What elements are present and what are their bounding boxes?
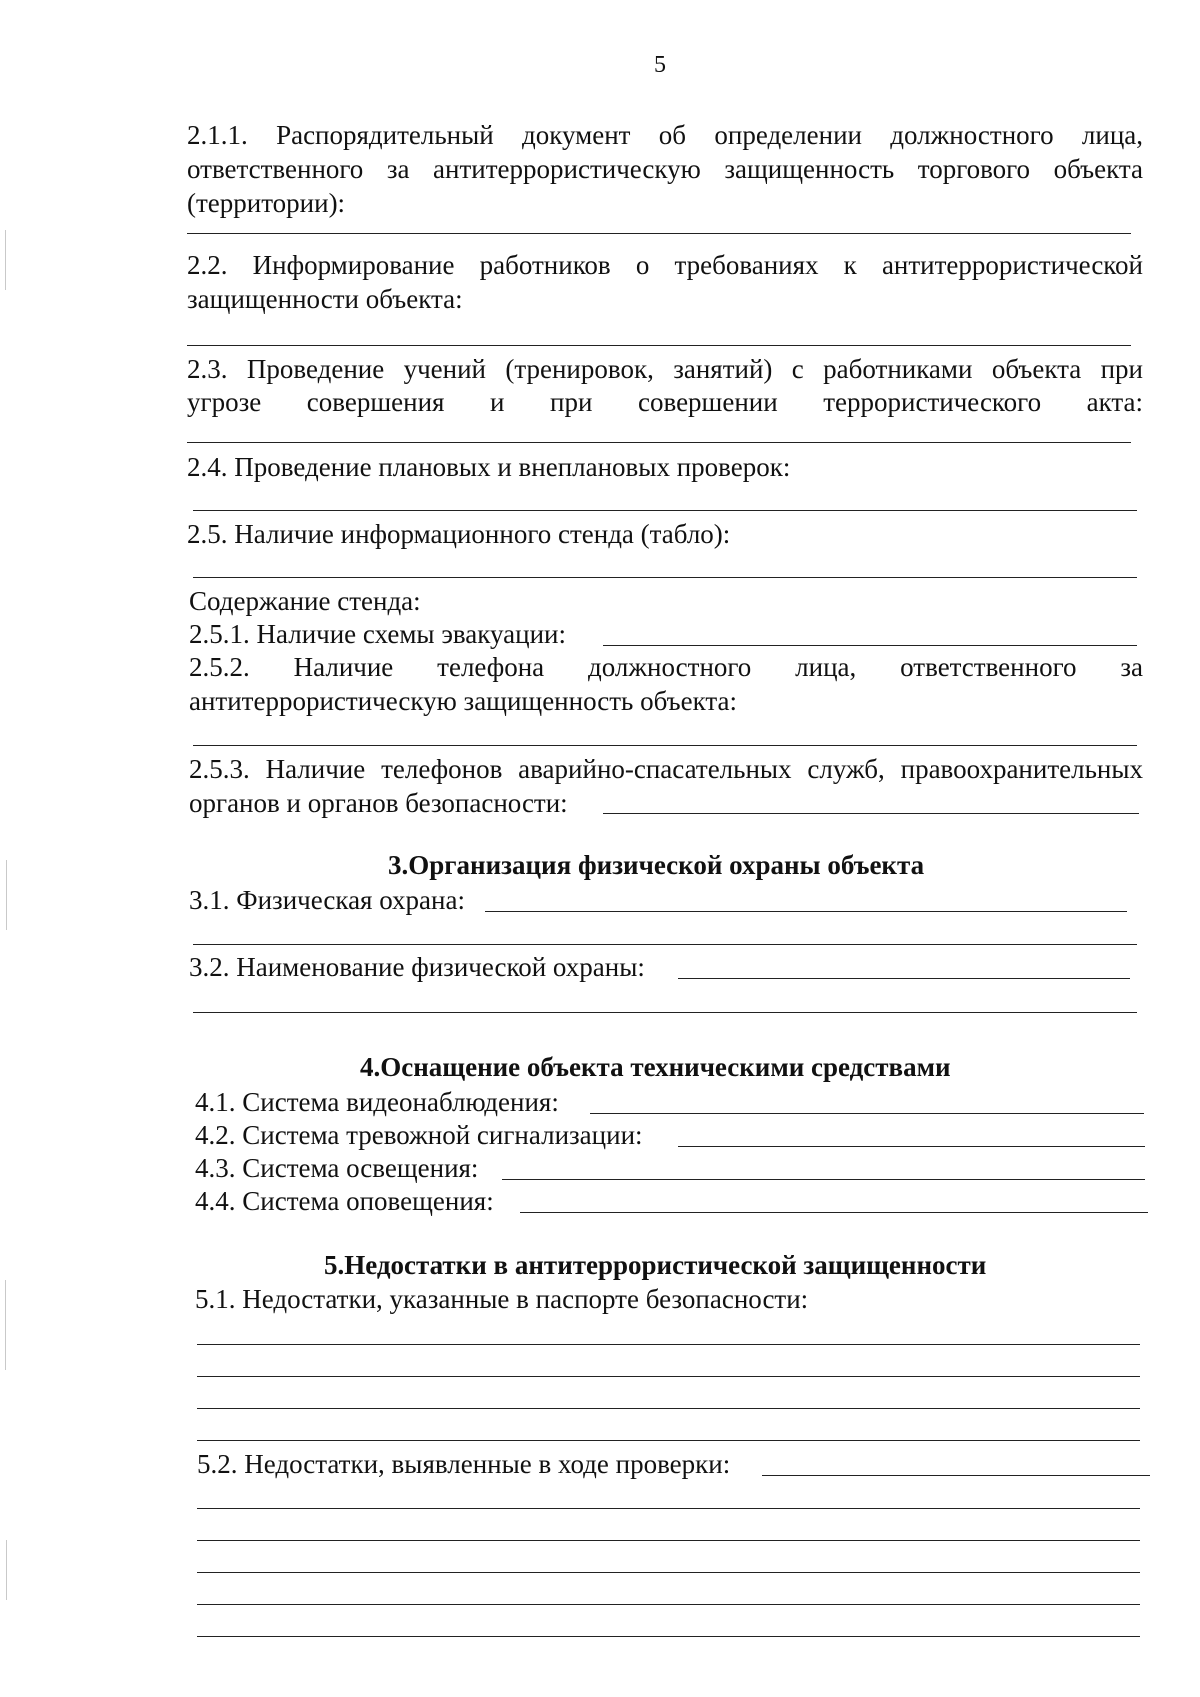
paragraph-2-5-3-line1: 2.5.3. Наличие телефонов аварийно-спасательных служб, правоохранительных: [189, 754, 1143, 784]
answer-line-2-5-3[interactable]: [603, 813, 1139, 814]
answer-line-2-2[interactable]: [187, 345, 1131, 346]
answer-line-5-2-b[interactable]: [197, 1508, 1140, 1509]
paragraph-4-1: 4.1. Система видеонаблюдения:: [195, 1087, 559, 1117]
paragraph-2-2-line2: защищенности объекта:: [187, 284, 463, 314]
section-3-heading: 3.Организация физической охраны объекта: [388, 850, 925, 880]
answer-line-2-5-2[interactable]: [193, 745, 1137, 746]
answer-line-5-1-c[interactable]: [197, 1408, 1140, 1409]
answer-line-5-1-b[interactable]: [197, 1376, 1140, 1377]
answer-line-3-1-b[interactable]: [193, 944, 1137, 945]
paragraph-2-5-1: 2.5.1. Наличие схемы эвакуации:: [189, 619, 566, 649]
paragraph-3-2: 3.2. Наименование физической охраны:: [189, 952, 645, 982]
page-number: 5: [654, 52, 666, 78]
answer-line-5-2-f[interactable]: [197, 1636, 1140, 1637]
paragraph-4-4: 4.4. Система оповещения:: [195, 1186, 494, 1216]
paragraph-5-1: 5.1. Недостатки, указанные в паспорте безопасности:: [195, 1284, 809, 1314]
answer-line-3-2-a[interactable]: [678, 978, 1130, 979]
paragraph-2-5-2-line1: 2.5.2. Наличие телефона должностного лица, ответственного за: [189, 652, 1143, 682]
answer-line-4-1[interactable]: [590, 1113, 1144, 1114]
paragraph-2-3-line1: 2.3. Проведение учений (тренировок, занятий) с работниками объекта при: [187, 354, 1143, 384]
paragraph-2-3-line2: угрозе совершения и при совершении террористического акта:: [187, 387, 1143, 417]
paragraph-5-2: 5.2. Недостатки, выявленные в ходе проверки:: [197, 1449, 731, 1479]
answer-line-2-3[interactable]: [187, 442, 1131, 443]
answer-line-2-4[interactable]: [193, 510, 1137, 511]
paragraph-2-2-line1: 2.2. Информирование работников о требованиях к антитеррористической: [187, 250, 1143, 280]
scan-edge-mark: [6, 1540, 7, 1600]
answer-line-2-5-1[interactable]: [603, 645, 1137, 646]
paragraph-2-5: 2.5. Наличие информационного стенда (табло):: [187, 519, 731, 549]
answer-line-5-1-d[interactable]: [197, 1440, 1140, 1441]
section-4-heading: 4.Оснащение объекта техническими средствами: [360, 1052, 951, 1082]
answer-line-4-2[interactable]: [678, 1146, 1145, 1147]
paragraph-2-5-3-line2: органов и органов безопасности:: [189, 788, 568, 818]
paragraph-4-2: 4.2. Система тревожной сигнализации:: [195, 1120, 643, 1150]
answer-line-4-4[interactable]: [520, 1212, 1148, 1213]
answer-line-4-3[interactable]: [502, 1179, 1145, 1180]
answer-line-5-2-e[interactable]: [197, 1604, 1140, 1605]
paragraph-3-1: 3.1. Физическая охрана:: [189, 885, 465, 915]
scan-edge-mark: [5, 1280, 6, 1370]
paragraph-2-1-1-line2: ответственного за антитеррористическую защищенность торгового объекта: [187, 154, 1143, 184]
paragraph-2-1-1-line3: (территории):: [187, 188, 346, 218]
answer-line-3-2-b[interactable]: [193, 1012, 1137, 1013]
answer-line-5-2-c[interactable]: [197, 1540, 1140, 1541]
paragraph-2-5-2-line2: антитеррористическую защищенность объекта:: [189, 686, 737, 716]
paragraph-2-4: 2.4. Проведение плановых и внеплановых проверок:: [187, 452, 791, 482]
answer-line-3-1-a[interactable]: [485, 911, 1127, 912]
answer-line-2-1-1[interactable]: [187, 233, 1131, 234]
scan-edge-mark: [5, 230, 6, 290]
paragraph-2-1-1-line1: 2.1.1. Распорядительный документ об определении должностного лица,: [187, 120, 1143, 150]
paragraph-4-3: 4.3. Система освещения:: [195, 1153, 479, 1183]
section-5-heading: 5.Недостатки в антитеррористической защищенности: [324, 1250, 987, 1280]
answer-line-5-2-a[interactable]: [762, 1475, 1150, 1476]
answer-line-2-5[interactable]: [193, 577, 1137, 578]
stand-content-label: Содержание стенда:: [189, 586, 421, 616]
answer-line-5-1-a[interactable]: [197, 1344, 1140, 1345]
answer-line-5-2-d[interactable]: [197, 1572, 1140, 1573]
scan-edge-mark: [6, 860, 7, 930]
